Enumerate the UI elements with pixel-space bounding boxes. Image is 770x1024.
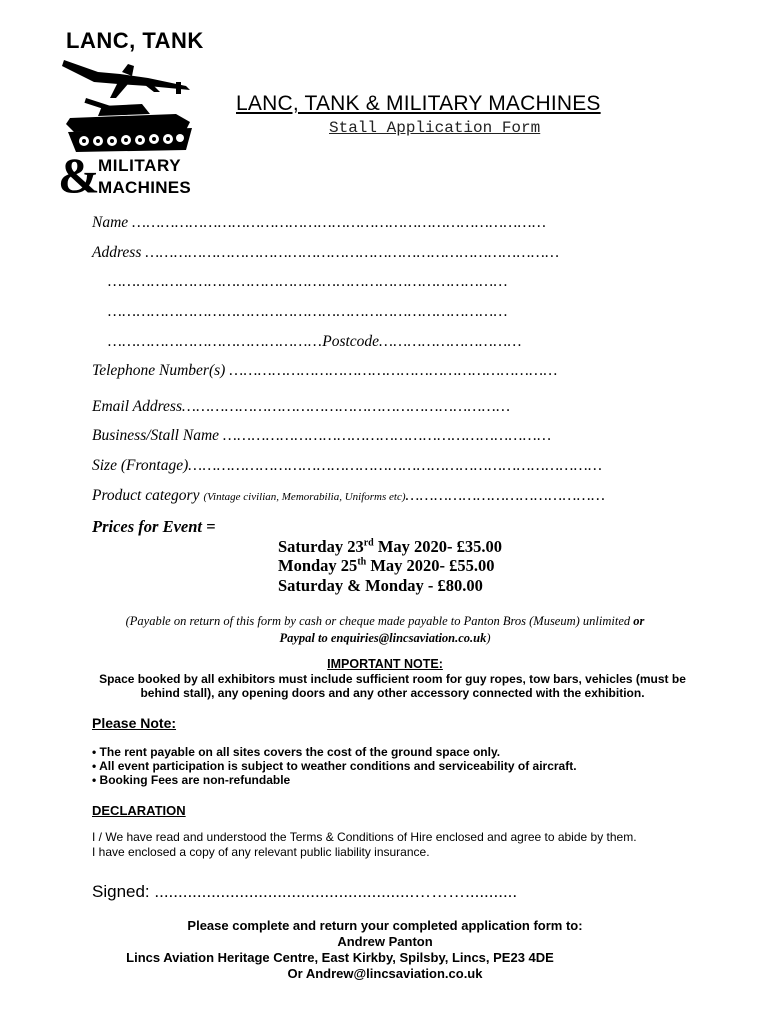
size-field[interactable] (92, 457, 602, 475)
price-monday-text: Monday 25 (278, 556, 358, 575)
signature-field[interactable] (92, 882, 517, 902)
declaration-heading: DECLARATION (92, 803, 186, 818)
important-note-heading: IMPORTANT NOTE: (327, 657, 443, 671)
postcode-dots: ………………………… (379, 333, 522, 350)
telephone-dots: …………………………………………………………… (229, 362, 558, 379)
signature-label: Signed: (92, 882, 155, 901)
note-bullet-fees: • Booking Fees are non-refundable (92, 773, 291, 787)
logo-ampersand: & (58, 147, 100, 203)
price-monday (278, 556, 495, 576)
address-line-3[interactable]: ………………………………………………………………………… (108, 303, 508, 320)
address-line-4-dots: ……………………………………… (108, 333, 323, 350)
business-label: Business/Stall Name (92, 427, 220, 444)
payment-info (0, 613, 770, 647)
price-saturday (278, 537, 502, 557)
payment-text-a: (Payable on return of this form by cash or cheque made payable to Panton Bros (Museum) unlimited (125, 614, 634, 628)
telephone-label: Telephone Number(s) (92, 362, 226, 379)
product-hint: (Vintage civilian, Memorabilia, Uniforms etc) (203, 491, 406, 503)
note-bullet-weather: • All event participation is subject to weather conditions and serviceability of aircraft. (92, 759, 577, 773)
logo-machines-text: MACHINES (98, 178, 192, 197)
address-postcode-line[interactable] (108, 333, 522, 351)
postcode-label: Postcode (322, 333, 380, 350)
payment-paypal: Paypal to enquiries@lincsaviation.co.uk (279, 631, 487, 645)
address-field[interactable] (92, 244, 560, 262)
price-saturday-amount: May 2020- £35.00 (373, 537, 503, 556)
price-saturday-text: Saturday 23 (278, 537, 364, 556)
important-note-body: Space booked by all exhibitors must include sufficient room for guy ropes, tow bars, vehicles (must be behind stall), any opening doors and any other accessory connected with the exhibition. (99, 672, 686, 700)
name-field[interactable] (92, 214, 546, 232)
address-label: Address (92, 244, 142, 261)
name-label: Name (92, 214, 129, 231)
logo (58, 22, 208, 204)
declaration-line-2: I have enclosed a copy of any relevant public liability insurance. (92, 845, 430, 859)
return-contact-name: Andrew Panton (337, 934, 433, 949)
product-category-field[interactable] (92, 487, 605, 505)
note-bullet-rent: • The rent payable on all sites covers the cost of the ground space only. (92, 745, 501, 759)
telephone-field[interactable] (92, 362, 558, 380)
declaration-line-1: I / We have read and understood the Terms & Conditions of Hire enclosed and agree to abide by them. (92, 830, 637, 844)
form-subtitle: Stall Application Form (329, 119, 541, 137)
return-email-link[interactable]: Or Andrew@lincsaviation.co.uk (287, 966, 483, 981)
address-line-2[interactable]: ………………………………………………………………………… (108, 273, 508, 290)
prices-label: Prices for Event = (92, 517, 216, 536)
payment-end: ) (486, 631, 491, 645)
email-label: Email Address (92, 398, 182, 415)
product-label: Product category (92, 487, 200, 504)
lancaster-tank-emblem-icon (58, 52, 208, 162)
business-dots: …………………………………………………………… (223, 427, 552, 444)
price-monday-sup: th (357, 556, 367, 568)
signature-dots: .......................................................………........... (154, 882, 518, 901)
return-address: Lincs Aviation Heritage Centre, East Kirkby, Spilsby, Lincs, PE23 4DE (126, 950, 554, 965)
return-instructions: Please complete and return your completed application form to: (187, 918, 583, 933)
page-title: LANC, TANK & MILITARY MACHINES (236, 92, 601, 115)
price-saturday-sup: rd (363, 537, 374, 549)
please-note-heading: Please Note: (92, 715, 177, 731)
price-monday-amount: May 2020- £55.00 (366, 556, 495, 575)
price-both-days: Saturday & Monday - £80.00 (278, 576, 483, 595)
email-field[interactable] (92, 398, 511, 416)
product-dots: …………………………………… (405, 487, 606, 504)
business-name-field[interactable] (92, 427, 552, 445)
logo-top-text: LANC, TANK (66, 28, 204, 53)
logo-military-text: MILITARY (98, 156, 182, 175)
size-dots: …………………………………………………………………………… (188, 457, 603, 474)
name-dots: …………………………………………………………………………… (132, 214, 547, 231)
address-dots: …………………………………………………………………………… (145, 244, 560, 261)
email-dots: …………………………………………………………… (182, 398, 511, 415)
payment-or: or (633, 614, 645, 628)
size-label: Size (Frontage) (92, 457, 189, 474)
